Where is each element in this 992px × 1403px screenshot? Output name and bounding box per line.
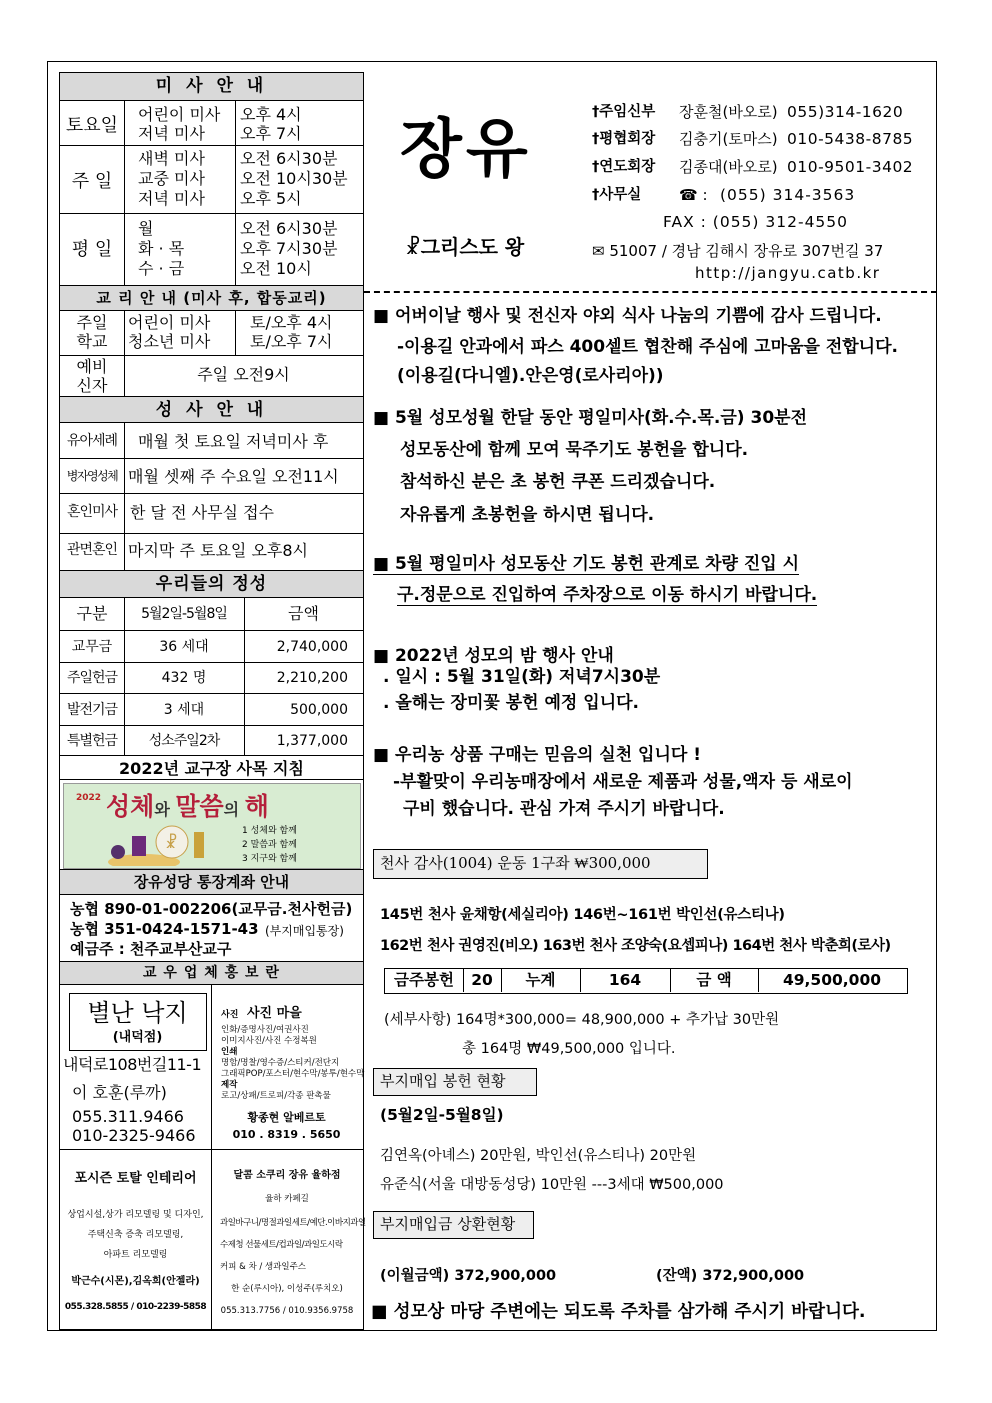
weekday-label: 평 일 — [71, 239, 113, 260]
ad-fruit-phone: 055.313.7756 / 010.9356.9758 — [220, 1306, 354, 1316]
ad-nakji-owner: 이 호훈(루까) — [72, 1083, 167, 1102]
sacrament-value: 마지막 주 토요일 오후8시 — [128, 541, 308, 560]
address-line: ✉ 51007 / 경남 김해시 장유로 307번길 37 — [592, 242, 884, 260]
mass-item: 화 · 목 — [138, 239, 185, 258]
mass-item: 월 — [138, 219, 154, 238]
angel-cell: 금주봉헌 — [394, 971, 454, 989]
sacrament-label: 유아세례 — [66, 433, 118, 449]
ad-nakji-phone: 010-2325-9466 — [72, 1126, 196, 1145]
notice-line: 성모동산에 함께 모여 묵주기도 봉헌을 합니다. — [400, 440, 749, 460]
offerings-col: 구분 — [76, 604, 108, 623]
offerings-cell: 특별헌금 — [66, 733, 118, 749]
land-line: 유준식(서울 대방동성당) 10만원 ---3세대 ₩500,000 — [380, 1177, 724, 1193]
bank-line: 예금주 : 천주교부산교구 — [70, 940, 232, 958]
contact-role: †주임신부 — [592, 104, 656, 120]
fax: FAX : (055) 312-4550 — [663, 213, 849, 231]
diocese-banner — [63, 783, 361, 869]
offerings-cell: 교무금 — [71, 639, 113, 655]
bank-header: 장유성당 통장계좌 안내 — [60, 869, 363, 895]
ad-interior-owner: 박근수(시몬),김옥희(안젤라) — [71, 1276, 200, 1287]
chalice-bread-icon — [104, 824, 214, 866]
notice-line: -이용길 안과에서 파스 400셑트 협찬해 주심에 고마움을 전합니다. — [397, 337, 898, 357]
angel-detail: (세부사항) 164명*300,000= 48,900,000 + 추가납 30만원 — [384, 1012, 780, 1028]
saturday-label: 토요일 — [65, 115, 119, 136]
contact-name: 김충기(토마스) — [679, 130, 778, 148]
mass-item: 어린이 미사 — [138, 105, 221, 124]
ad-fruit-line: 수제청 선물세트/컵과일/과일도시락 — [220, 1240, 343, 1250]
contact-role: †사무실 — [592, 187, 642, 203]
ad-nakji-addr: 내덕로108번길11-1 — [63, 1055, 202, 1074]
masthead-divider — [364, 291, 937, 293]
ad-photo-line: 그래픽POP/포스터/현수막/봉투/현수막 — [221, 1069, 365, 1079]
ad-photo-line: 명함/명찰/영수증/스티커/전단지 — [221, 1058, 340, 1068]
contact-role: †평협회장 — [592, 131, 656, 147]
offerings-header: 우리들의 정성 — [60, 570, 363, 598]
mass-time: 오후 7시30분 — [240, 239, 338, 258]
ad-interior-line: 상업시설,상가 리모델링 및 디자인, — [67, 1210, 204, 1220]
mass-time: 오후 7시 — [240, 124, 302, 143]
mass-time: 오전 10시30분 — [240, 169, 348, 188]
ad-interior-line: 주택신축 증축 리모델링, — [87, 1230, 184, 1240]
ad-fruit-sub: 율하 카페길 — [265, 1194, 309, 1204]
angel-line: 162번 천사 권영진(비오) 163번 천사 조양숙(요셉피나) 164번 천사 박춘희(로사) — [380, 938, 891, 954]
mass-item: 저녁 미사 — [138, 124, 205, 143]
repay-box-label: 부지매입금 상환현황 — [380, 1215, 516, 1233]
contact-role: †연도회장 — [592, 159, 656, 175]
mass-time: 오전 10시 — [240, 259, 312, 278]
repay-prev: (이월금액) 372,900,000 — [380, 1268, 557, 1284]
svg-text:☧: ☧ — [165, 833, 178, 852]
repay-box — [373, 1211, 534, 1239]
sunday-label: 주 일 — [71, 171, 113, 192]
sacrament-label: 병자영성체 — [66, 469, 118, 483]
ad-photo-line: 인쇄 — [221, 1047, 238, 1057]
mass-time: 오후 5시 — [240, 189, 302, 208]
catechism-time: 토/오후 4시 — [250, 313, 333, 332]
ad-interior-phone: 055.328.5855 / 010-2239-5858 — [64, 1302, 207, 1312]
offerings-cell: 성소주일2차 — [148, 733, 220, 749]
angel-cell: 20 — [471, 971, 493, 989]
offerings-cell: 2,210,200 — [276, 670, 348, 686]
bank-line: 농협 351-0424-1571-43 — [70, 920, 259, 938]
contact-name: 김종대(바오로) — [679, 158, 778, 176]
ad-interior-line: 아파트 리모델링 — [103, 1250, 168, 1260]
school-label: 주일 — [76, 313, 108, 332]
catechism-item: 어린이 미사 — [128, 313, 211, 332]
notice-line: 구.정문으로 진입하여 주차장으로 이동 하시기 바랍니다. — [397, 585, 818, 605]
bulletin-title: 장유 — [400, 113, 532, 187]
land-line: 김연옥(아녜스) 20만원, 박인선(유스티나) 20만원 — [380, 1148, 697, 1164]
banner-item: 1 성체와 함께 — [242, 826, 297, 836]
ad-interior-name: 포시즌 토탈 인테리어 — [74, 1171, 197, 1186]
mass-header: 미 사 안 내 — [60, 73, 363, 101]
contact-phone: 055)314-1620 — [787, 103, 904, 121]
sacraments-header: 성 사 안 내 — [60, 396, 363, 423]
prep-label: 신자 — [76, 376, 108, 395]
angel-line: 145번 천사 윤채항(세실리아) 146번~161번 박인선(유스티나) — [380, 907, 785, 923]
angel-table — [384, 968, 908, 994]
angel-box — [373, 849, 708, 879]
chi-rho-icon: ☧ — [405, 235, 421, 259]
mass-item: 새벽 미사 — [138, 149, 205, 168]
banner-year: 2022 — [76, 793, 102, 803]
notice-line: -부활맞이 우리농매장에서 새로운 제품과 성물,액자 등 새로이 — [393, 772, 853, 792]
diocese-header: 2022년 교구장 사목 지침 — [119, 759, 304, 778]
parking-notice: ■ 성모상 마당 주변에는 되도록 주차를 삼가해 주시기 바랍니다. — [371, 1302, 866, 1322]
offerings-cell: 500,000 — [290, 702, 348, 718]
contact-name: 장훈철(바오로) — [679, 103, 778, 121]
ad-fruit-line: 과일바구니/명절과일세트/예단.이바지과일 — [220, 1218, 366, 1228]
catechism-header: 교 리 안 내 (미사 후, 합동교리) — [60, 285, 363, 311]
notice-line: . 일시 : 5월 31일(화) 저녁7시30분 — [383, 667, 661, 687]
prep-label: 예비 — [76, 357, 108, 376]
land-box-label: 부지매입 봉헌 현황 — [380, 1072, 506, 1090]
repay-remain: (잔액) 372,900,000 — [656, 1268, 805, 1284]
website-url[interactable]: http://jangyu.catb.kr — [695, 264, 881, 282]
banner-item: 3 지구와 함께 — [242, 854, 297, 864]
mass-time: 오전 6시30분 — [240, 219, 338, 238]
ad-photo-line: 인화/증명사진/여권사진 — [221, 1025, 309, 1035]
ad-fruit-name: 달콤 소쿠리 장유 율하점 — [233, 1170, 341, 1181]
ad-photo-line: 제작 — [221, 1080, 238, 1090]
contact-name: ☎ : — [679, 186, 708, 204]
ad-fruit-line: 커피 & 차 / 생과일주스 — [220, 1262, 306, 1272]
offerings-cell: 주일헌금 — [66, 670, 118, 686]
catechism-item: 청소년 미사 — [128, 332, 211, 351]
ad-fruit-owner: 한 순(루시아), 이성주(루치오) — [231, 1284, 343, 1294]
school-label: 학교 — [76, 332, 108, 351]
mass-item: 수 · 금 — [138, 259, 185, 278]
notice-line: 참석하신 분은 초 봉헌 쿠폰 드리겠습니다. — [400, 472, 716, 492]
notice-line: ■ 어버이날 행사 및 전신자 야외 식사 나눔의 기쁨에 감사 드립니다. — [373, 306, 882, 326]
angel-cell: 49,500,000 — [782, 971, 882, 989]
ad-photo-tag: 사진 — [221, 1010, 239, 1020]
mail-icon: ✉ — [592, 242, 610, 260]
sacrament-value: 매월 셋째 주 수요일 오전11시 — [128, 467, 339, 486]
contact-phone: (055) 314-3563 — [720, 186, 856, 204]
angel-detail: 총 164명 ₩49,500,000 입니다. — [462, 1041, 676, 1057]
notice-line: . 올해는 장미꽃 봉헌 예정 입니다. — [383, 693, 639, 713]
angel-box-label: 천사 감사(1004) 운동 1구좌 ₩300,000 — [380, 854, 651, 872]
contact-phone: 010-9501-3402 — [787, 158, 914, 176]
offerings-cell: 36 세대 — [159, 639, 209, 655]
notice-line: (이용길(다니엘).안은영(로사리아)) — [397, 366, 664, 386]
land-box — [373, 1068, 537, 1096]
offerings-cell: 발전기금 — [66, 702, 118, 718]
catechism-time: 토/오후 7시 — [250, 332, 333, 351]
banner-title: 성체와 말씀의 해 — [106, 792, 269, 821]
notice-line: 구비 했습니다. 관심 가져 주시기 바랍니다. — [403, 799, 725, 819]
bank-note: (부지매입통장) — [265, 924, 344, 938]
prep-value: 주일 오전9시 — [197, 365, 290, 384]
ad-photo-phone: 010 . 8319 . 5650 — [232, 1128, 341, 1141]
offerings-cell: 2,740,000 — [276, 639, 348, 655]
offerings-cell: 432 명 — [161, 670, 207, 686]
ad-nakji-name: 별난 낙지 — [87, 999, 188, 1027]
mass-time: 오후 4시 — [240, 105, 302, 124]
notice-line: 자유롭게 초봉헌을 하시면 됩니다. — [400, 505, 655, 525]
sacrament-label: 혼인미사 — [66, 504, 118, 520]
ad-photo-owner: 황종현 알베르토 — [247, 1111, 326, 1124]
ad-photo-name: 사진 마을 — [247, 1006, 302, 1021]
ad-nakji-branch: (내덕점) — [112, 1030, 163, 1045]
ads-header: 교 우 업 체 홍 보 란 — [60, 961, 363, 985]
ad-photo-line: 이미지사진/사진 수정복원 — [221, 1036, 317, 1046]
ad-nakji-phone: 055.311.9466 — [72, 1107, 184, 1126]
angel-cell: 누계 — [525, 971, 556, 989]
notice-line: ■ 5월 평일미사 성모동산 기도 봉헌 관계로 차량 진입 시 — [373, 554, 800, 574]
notice-line: ■ 5월 성모성월 한달 동안 평일미사(화.수.목.금) 30분전 — [373, 408, 807, 428]
ad-photo-line: 로고/상패/트로피/각종 판촉물 — [221, 1091, 331, 1101]
angel-cell: 164 — [608, 971, 642, 989]
offerings-col: 금액 — [288, 604, 319, 623]
ad-nakji-logo — [69, 993, 207, 1051]
angel-cell: 금 액 — [696, 971, 732, 989]
sacrament-value: 매월 첫 토요일 저녁미사 후 — [138, 432, 329, 451]
sacrament-label: 관면혼인 — [66, 542, 118, 558]
mass-item: 저녁 미사 — [138, 189, 205, 208]
offerings-col: 5월2일-5월8일 — [141, 606, 227, 622]
mass-item: 교중 미사 — [138, 169, 205, 188]
mass-time: 오전 6시30분 — [240, 149, 338, 168]
bank-line: 농협 890-01-002206(교무금.천사헌금) — [70, 900, 353, 918]
land-period: (5월2일-5월8일) — [380, 1106, 504, 1124]
bulletin-subtitle: ☧그리스도 왕 — [405, 235, 525, 259]
sacrament-value: 한 달 전 사무실 접수 — [130, 503, 274, 522]
contact-phone: 010-5438-8785 — [787, 130, 914, 148]
offerings-cell: 1,377,000 — [276, 733, 348, 749]
banner-item: 2 말씀과 함께 — [242, 840, 297, 850]
notice-line: ■ 2022년 성모의 밤 행사 안내 — [373, 646, 614, 666]
offerings-cell: 3 세대 — [163, 702, 205, 718]
notice-line: ■ 우리농 상품 구매는 믿음의 실천 입니다 ! — [373, 745, 701, 765]
